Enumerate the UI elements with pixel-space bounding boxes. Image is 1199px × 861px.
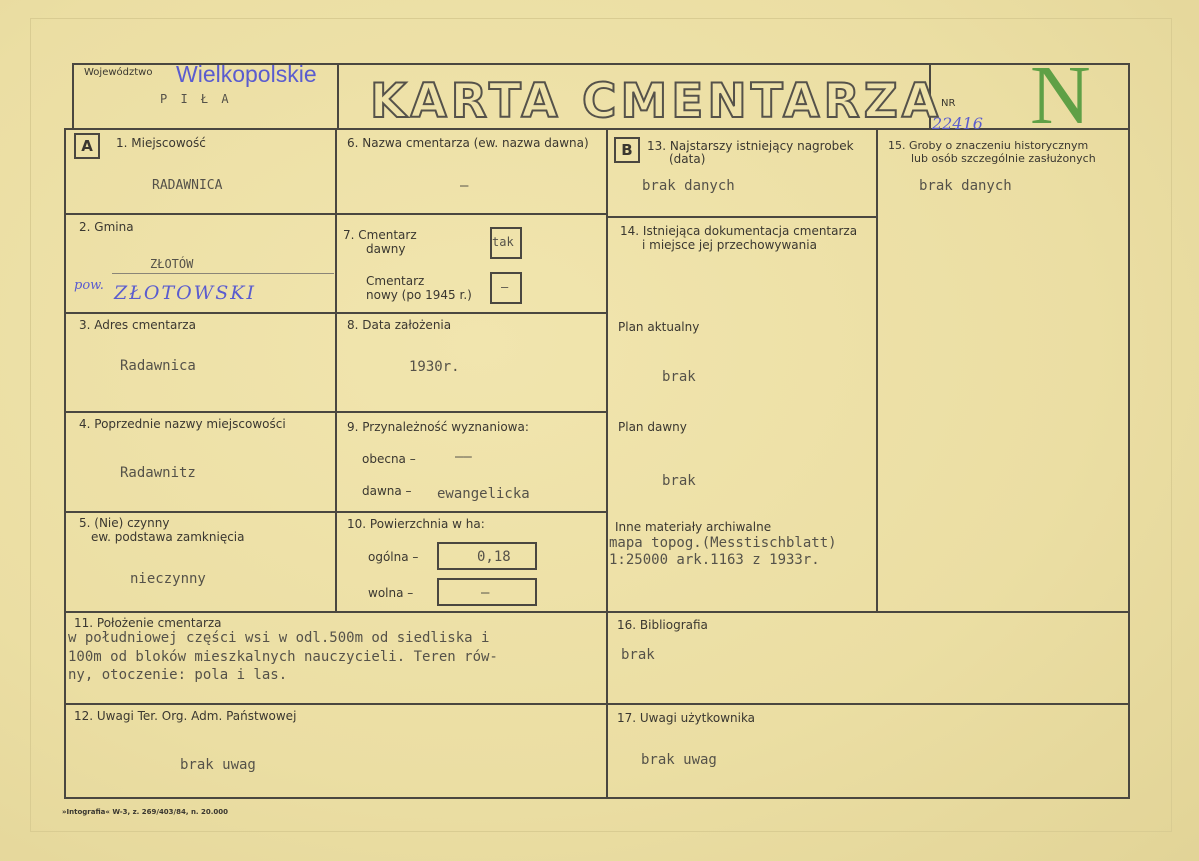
- field-10-ogolna-label: ogólna –: [368, 550, 419, 564]
- field-15-value: brak danych: [919, 178, 1012, 194]
- field-10-wolna-box: [437, 578, 537, 606]
- category-letter: N: [1030, 49, 1091, 142]
- field-13-label-2: (data): [669, 152, 706, 166]
- field-3-value: Radawnica: [120, 358, 196, 374]
- field-9-label: 9. Przynależność wyznaniowa:: [347, 420, 529, 434]
- rule: [64, 128, 66, 799]
- wojewodztwo-stamp: Wielkopolskie: [176, 61, 317, 87]
- field-7-dawny-value: tak: [492, 235, 514, 249]
- rule: [64, 797, 1130, 799]
- section-a-marker: A: [74, 133, 100, 159]
- field-7-dawny-label: dawny: [366, 242, 406, 256]
- field-11-label: 11. Położenie cmentarza: [74, 616, 222, 630]
- field-7-nowy-label-2: nowy (po 1945 r.): [366, 288, 472, 302]
- field-13-value: brak danych: [642, 178, 735, 194]
- field-1-value: RADAWNICA: [152, 178, 223, 193]
- field-11-line-1: w południowej części wsi w odl.500m od siedliska i: [68, 630, 490, 646]
- nr-label: NR: [941, 98, 956, 109]
- field-15-label-2: lub osób szczególnie zasłużonych: [911, 152, 1096, 165]
- field-7-label: 7. Cmentarz: [343, 228, 417, 242]
- field-13-label-1: 13. Najstarszy istniejący nagrobek: [647, 139, 854, 153]
- field-1-label: 1. Miejscowość: [116, 136, 206, 150]
- field-7-nowy-value: –: [501, 280, 509, 294]
- field-7-nowy-label-1: Cmentarz: [366, 274, 425, 288]
- field-11-line-3: ny, otoczenie: pola i las.: [68, 667, 288, 683]
- rule: [876, 128, 878, 613]
- plan-aktualny-value: brak: [662, 369, 696, 385]
- underline: [112, 273, 334, 274]
- field-10-wolna-value: –: [481, 585, 490, 601]
- field-14-label-2: i miejsce jej przechowywania: [642, 238, 817, 252]
- field-17-label: 17. Uwagi użytkownika: [617, 711, 756, 725]
- field-14-label-1: 14. Istniejąca dokumentacja cmentarza: [620, 224, 858, 238]
- field-7-nowy-box: [490, 272, 522, 304]
- field-2-value: ZŁOTÓW: [150, 257, 194, 271]
- inne-materialy-line-2: 1:25000 ark.1163 z 1933r.: [609, 552, 820, 568]
- field-11-line-2: 100m od bloków mieszkalnych nauczycieli. Teren rów-: [68, 649, 498, 665]
- field-9-obecna-value: ––: [455, 449, 472, 465]
- field-5-value: nieczynny: [130, 571, 206, 587]
- rule: [64, 611, 1130, 613]
- field-9-obecna-label: obecna –: [362, 452, 416, 466]
- field-5-label-1: 5. (Nie) czynny: [79, 516, 170, 530]
- rule: [72, 63, 74, 129]
- field-15-label-1: 15. Groby o znaczeniu historycznym: [888, 139, 1089, 152]
- field-12-label: 12. Uwagi Ter. Org. Adm. Państwowej: [74, 709, 297, 723]
- field-16-label: 16. Bibliografia: [617, 618, 708, 632]
- field-6-label: 6. Nazwa cmentarza (ew. nazwa dawna): [347, 136, 589, 150]
- field-2-label: 2. Gmina: [79, 220, 134, 234]
- field-7-dawny-box: [490, 227, 522, 259]
- rule: [608, 216, 876, 218]
- nr-value: 22416: [932, 114, 983, 133]
- plan-dawny-label: Plan dawny: [618, 420, 687, 434]
- field-5-label-2: ew. podstawa zamknięcia: [91, 530, 245, 544]
- field-2-hand-value: ZŁOTOWSKI: [114, 282, 256, 304]
- rule: [337, 63, 339, 129]
- section-b-marker: B: [614, 137, 640, 163]
- field-17-value: brak uwag: [641, 752, 717, 768]
- field-9-dawna-label: dawna –: [362, 484, 412, 498]
- field-10-wolna-label: wolna –: [368, 586, 414, 600]
- field-3-label: 3. Adres cmentarza: [79, 318, 196, 332]
- rule: [606, 128, 608, 799]
- field-8-value: 1930r.: [409, 359, 460, 375]
- inne-materialy-line-1: mapa topog.(Messtischblatt): [609, 535, 837, 551]
- field-16-value: brak: [621, 647, 655, 663]
- field-6-value: –: [460, 178, 469, 194]
- field-4-label: 4. Poprzednie nazwy miejscowości: [79, 417, 286, 431]
- printer-imprint: »Intografia« W-3, z. 269/403/84, n. 20.000: [62, 808, 229, 816]
- field-4-value: Radawnitz: [120, 465, 196, 481]
- rule: [335, 128, 337, 613]
- field-9-dawna-value: ewangelicka: [437, 486, 530, 502]
- field-10-label: 10. Powierzchnia w ha:: [347, 517, 485, 531]
- field-8-label: 8. Data założenia: [347, 318, 452, 332]
- plan-dawny-value: brak: [662, 473, 696, 489]
- field-10-ogolna-value: 0,18: [477, 549, 511, 565]
- region-typed: P I Ł A: [160, 92, 232, 106]
- plan-aktualny-label: Plan aktualny: [618, 320, 700, 334]
- wojewodztwo-label: Województwo: [84, 67, 153, 78]
- inne-materialy-label: Inne materiały archiwalne: [615, 520, 772, 534]
- field-2-hand-prefix: pow.: [74, 278, 104, 293]
- field-10-ogolna-box: [437, 542, 537, 570]
- field-12-value: brak uwag: [180, 757, 256, 773]
- rule: [64, 703, 1130, 705]
- rule: [1128, 63, 1130, 799]
- page-title: KARTA CMENTARZA: [370, 74, 943, 129]
